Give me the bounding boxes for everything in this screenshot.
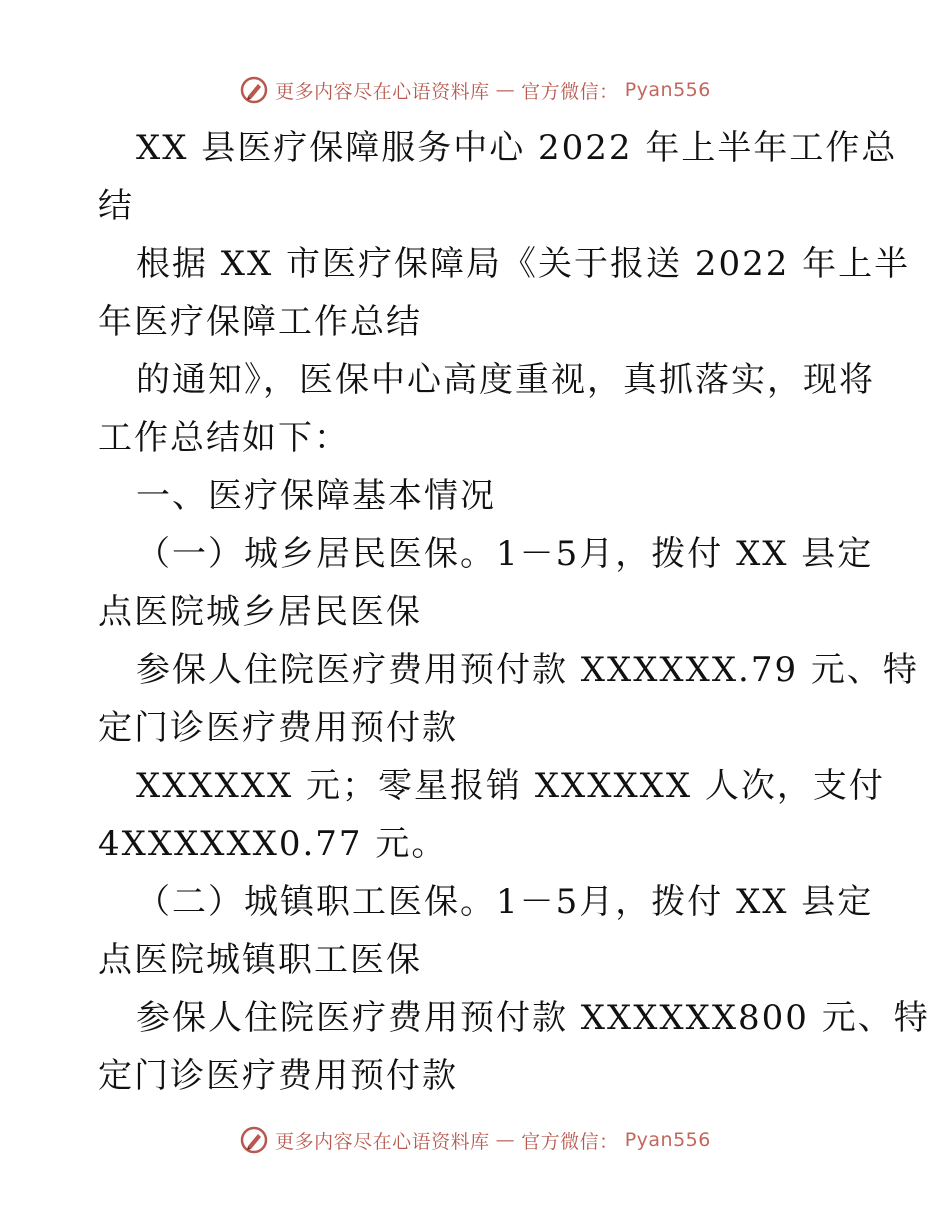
watermark-text: 更多内容尽在心语资料库 <box>275 80 490 103</box>
doc-paragraph-line: 工作总结如下： <box>98 418 350 458</box>
watermark-id: Pyan556 <box>624 79 711 101</box>
doc-paragraph-line: XXXXXX 元；零星报销 XXXXXX 人次，支付 <box>136 766 885 806</box>
doc-paragraph-line: 根据 XX 市医疗保障局《关于报送 2022 年上半 <box>136 244 911 284</box>
doc-paragraph-line: （二）城镇职工医保。1－5月，拨付 XX 县定 <box>136 882 874 922</box>
watermark-footer <box>0 1120 950 1160</box>
watermark-separator: — <box>495 79 516 101</box>
doc-title-line-2: 结 <box>98 186 134 226</box>
doc-paragraph-line: 点医院城乡居民医保 <box>98 592 422 632</box>
watermark-label: 官方微信： <box>521 80 619 103</box>
doc-paragraph-line: 参保人住院医疗费用预付款 XXXXXX.79 元、特 <box>136 650 919 690</box>
watermark-text: 更多内容尽在心语资料库 <box>275 1130 490 1153</box>
watermark-id: Pyan556 <box>624 1129 711 1151</box>
doc-paragraph-line: 参保人住院医疗费用预付款 XXXXXX800 元、特 <box>136 998 930 1038</box>
doc-paragraph-line: 4XXXXXX0.77 元。 <box>98 824 448 864</box>
pen-logo-icon <box>239 1125 269 1155</box>
pen-logo-icon <box>239 75 269 105</box>
watermark-label: 官方微信： <box>521 1130 619 1153</box>
doc-paragraph-line: （一）城乡居民医保。1－5月，拨付 XX 县定 <box>136 534 874 574</box>
doc-paragraph-line: 年医疗保障工作总结 <box>98 302 422 342</box>
doc-title-line-1: XX 县医疗保障服务中心 2022 年上半年工作总 <box>136 128 898 168</box>
doc-paragraph-line: 点医院城镇职工医保 <box>98 940 422 980</box>
doc-paragraph-line: 定门诊医疗费用预付款 <box>98 708 458 748</box>
doc-paragraph-line: 定门诊医疗费用预付款 <box>98 1056 458 1096</box>
doc-paragraph-line: 的通知》，医保中心高度重视，真抓落实，现将 <box>136 360 875 400</box>
watermark-separator: — <box>495 1129 516 1151</box>
doc-section-heading: 一、医疗保障基本情况 <box>136 476 496 516</box>
watermark-header <box>0 70 950 110</box>
